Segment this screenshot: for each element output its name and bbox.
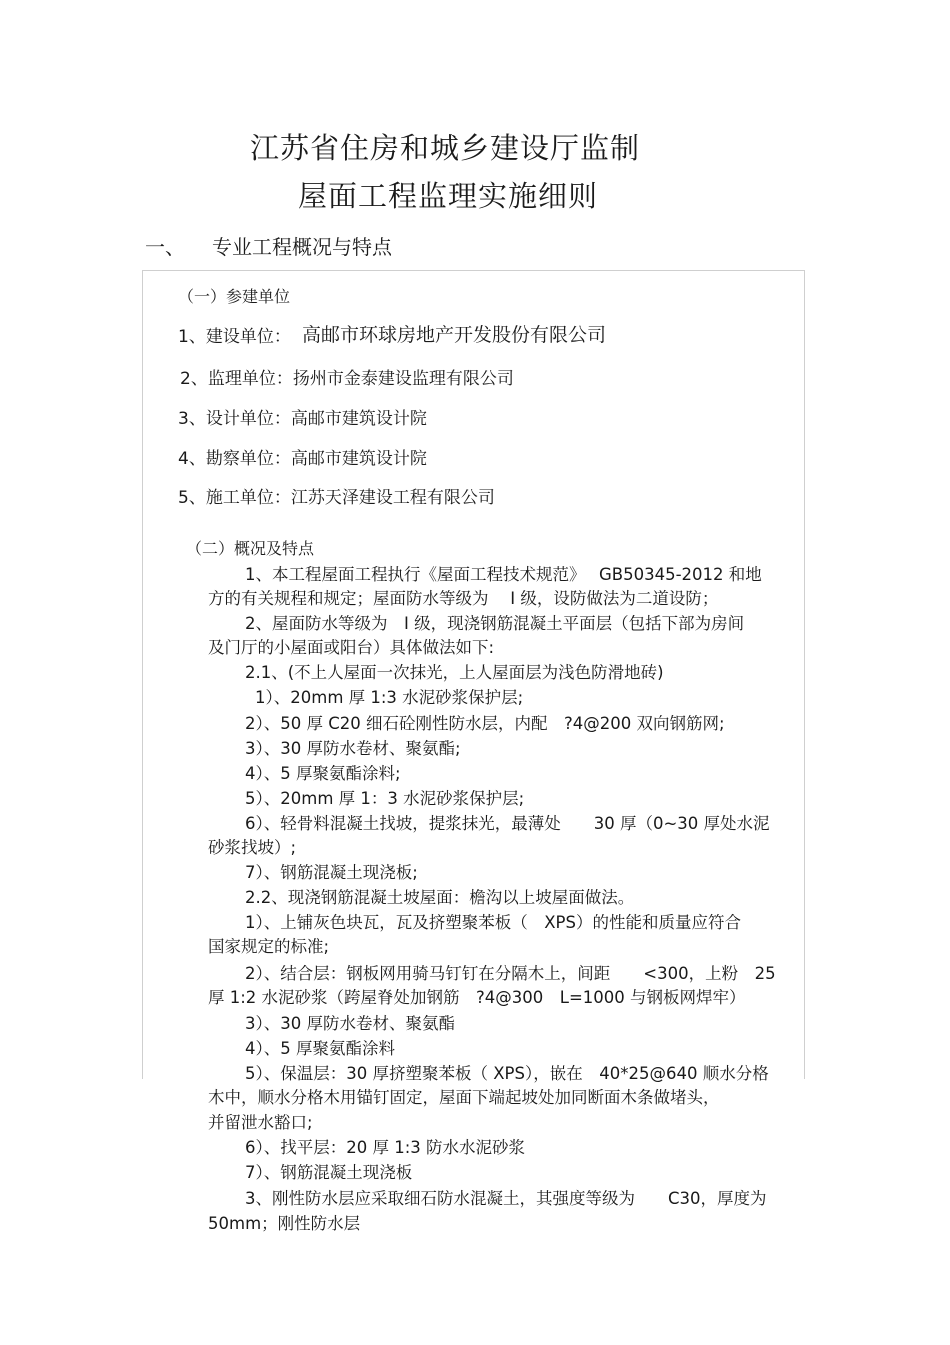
overview-heading: （二）概况及特点 <box>186 539 315 558</box>
overview-line: 2、屋面防水等级为 I 级，现浇钢筋混凝土平面层（包括下部为房间 <box>245 614 745 633</box>
overview-line: 2）、50 厚 C20 细石砼刚性防水层，内配 ?4@200 双向钢筋网; <box>245 714 725 733</box>
overview-line: 木中，顺水分格木用锚钉固定，屋面下端起坡处加同断面木条做堵头， <box>208 1088 720 1107</box>
overview-line: 2.1、(不上人屋面一次抹光，上人屋面层为浅色防滑地砖) <box>245 663 664 682</box>
overview-line: 5）、20mm 厚 1：3 水泥砂浆保护层; <box>245 789 525 808</box>
overview-line: 4）、5 厚聚氨酯涂料; <box>245 764 401 783</box>
overview-line: 6）、找平层：20 厚 1:3 防水水泥砂浆 <box>245 1138 526 1157</box>
overview-line: 国家规定的标准; <box>208 937 330 956</box>
participant-line: 2、监理单位：扬州市金泰建设监理有限公司 <box>180 369 514 389</box>
overview-line: 厚 1:2 水泥砂浆（跨屋脊处加钢筋 ?4@300 L=1000 与钢板网焊牢） <box>208 988 746 1007</box>
overview-line: 方的有关规程和规定；屋面防水等级为 I 级，设防做法为二道设防； <box>208 589 719 608</box>
overview-line: 并留泄水豁口; <box>208 1113 313 1132</box>
participant-line: 1、建设单位： <box>178 327 291 347</box>
overview-line: 3）、30 厚防水卷材、聚氨酯 <box>245 1014 455 1033</box>
overview-line: 3）、30 厚防水卷材、聚氨酯; <box>245 739 461 758</box>
overview-line: 及门厅的小屋面或阳台）具体做法如下: <box>208 638 495 657</box>
overview-line: 6）、轻骨料混凝土找坡，提浆抹光，最薄处 30 厚（0~30 厚处水泥 <box>245 814 770 833</box>
overview-line: 1、本工程屋面工程执行《屋面工程技术规范》 GB50345-2012 和地 <box>245 565 762 584</box>
document-title-line2: 屋面工程监理实施细则 <box>298 179 599 213</box>
section-heading: 专业工程概况与特点 <box>212 235 392 259</box>
overview-line: 1）、上铺灰色块瓦，瓦及挤塑聚苯板（ XPS）的性能和质量应符合 <box>245 913 741 932</box>
overview-line: 50mm；刚性防水层 <box>208 1214 361 1233</box>
overview-line: 砂浆找坡）; <box>208 838 297 857</box>
overview-line: 7）、钢筋混凝土现浇板; <box>245 863 418 882</box>
participant-line: 3、设计单位：高邮市建筑设计院 <box>178 409 427 429</box>
overview-line: 1）、20mm 厚 1:3 水泥砂浆保护层; <box>255 688 524 707</box>
overview-line: 7）、钢筋混凝土现浇板 <box>245 1163 413 1182</box>
overview-line: 4）、5 厚聚氨酯涂料 <box>245 1039 395 1058</box>
overview-line: 2.2、现浇钢筋混凝土坡屋面：檐沟以上坡屋面做法。 <box>245 888 635 907</box>
overview-line: 2）、结合层：钢板网用骑马钉钉在分隔木上，间距 <300，上粉 25 <box>245 964 776 983</box>
section-number: 一、 <box>145 235 185 259</box>
overview-line: 5）、保温层：30 厚挤塑聚苯板（ XPS），嵌在 40*25@640 顺水分格 <box>245 1064 769 1083</box>
participant-line: 高邮市环球房地产开发股份有限公司 <box>302 324 607 346</box>
overview-line: 3、刚性防水层应采取细石防水混凝土，其强度等级为 C30，厚度为 <box>245 1189 767 1208</box>
participants-heading: （一）参建单位 <box>178 287 291 306</box>
participant-line: 5、施工单位：江苏天泽建设工程有限公司 <box>178 488 495 508</box>
participant-line: 4、勘察单位：高邮市建筑设计院 <box>178 449 427 469</box>
document-title-line1: 江苏省住房和城乡建设厅监制 <box>250 131 641 165</box>
